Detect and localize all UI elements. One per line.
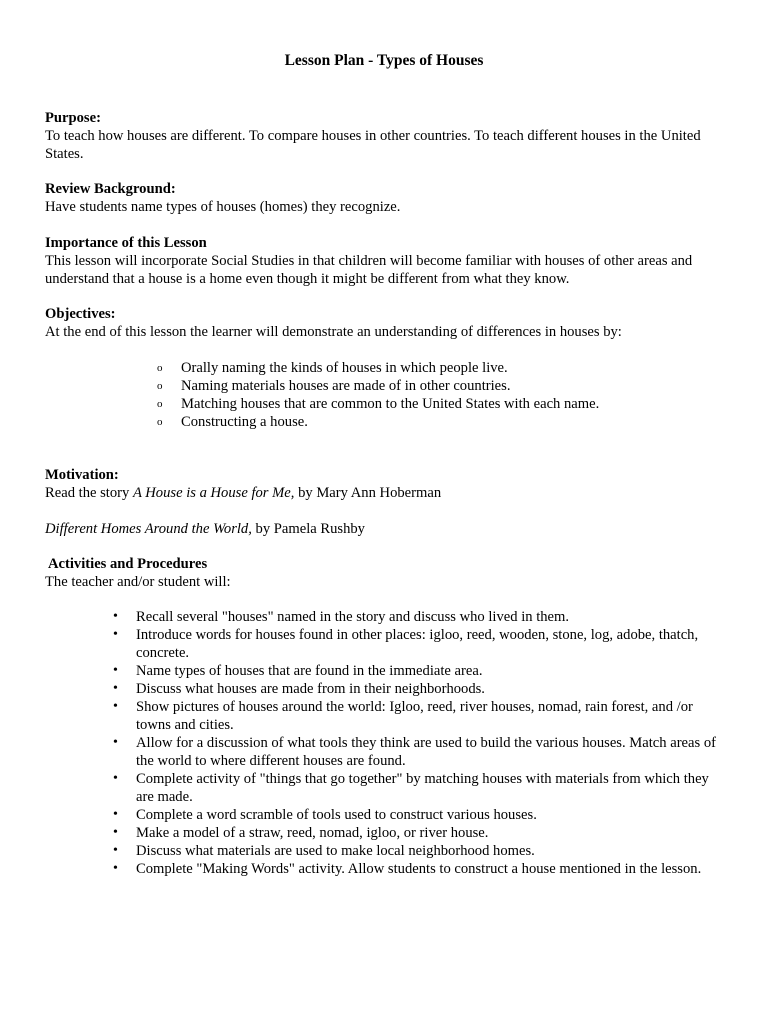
- book-author-2: by Pamela Rushby: [251, 521, 365, 537]
- activity-text: Name types of houses that are found in the immediate area.: [136, 663, 483, 679]
- bullet-icon: •: [113, 825, 118, 840]
- motivation-book-2: [45, 520, 725, 538]
- purpose-text: To teach how houses are different. To compare houses in other countries. To teach different houses in the United States.: [45, 128, 701, 162]
- bullet-icon: •: [113, 807, 118, 822]
- activity-text: Introduce words for houses found in other places: igloo, reed, wooden, stone, log, adobe, thatch, concrete.: [136, 627, 699, 661]
- list-item: [157, 377, 599, 395]
- bullet-icon: •: [113, 609, 118, 624]
- list-item: [110, 860, 730, 878]
- bullet-icon: •: [113, 861, 118, 876]
- motivation-section: [45, 466, 725, 502]
- list-item: [110, 770, 730, 806]
- motivation-line-2: [45, 520, 725, 538]
- activity-text: Discuss what materials are used to make local neighborhood homes.: [136, 843, 535, 859]
- importance-section: [45, 234, 725, 288]
- purpose-section: [45, 109, 725, 163]
- activities-list: [110, 608, 730, 878]
- review-text: Have students name types of houses (homes) they recognize.: [45, 199, 401, 215]
- activities-intro-wrap: [45, 573, 725, 591]
- list-item: [110, 608, 730, 626]
- objective-text: Naming materials houses are made of in other countries.: [181, 378, 511, 394]
- activity-text: Complete activity of "things that go together" by matching houses with materials from which they are made.: [136, 771, 709, 805]
- objective-text: Constructing a house.: [181, 414, 308, 430]
- circle-bullet-icon: o: [157, 416, 163, 428]
- importance-heading: Importance of this Lesson: [45, 235, 207, 251]
- activity-text: Complete a word scramble of tools used to construct various houses.: [136, 807, 537, 823]
- bullet-icon: •: [113, 771, 118, 786]
- list-item: [110, 626, 730, 662]
- book-title-2: Different Homes Around the World,: [45, 521, 252, 537]
- bullet-icon: •: [113, 627, 118, 642]
- list-item: [110, 734, 730, 770]
- activity-text: Complete "Making Words" activity. Allow students to construct a house mentioned in the lesson.: [136, 861, 702, 877]
- circle-bullet-icon: o: [157, 380, 163, 392]
- bullet-icon: •: [113, 681, 118, 696]
- book-author-1: by Mary Ann Hoberman: [294, 485, 442, 501]
- importance-text: This lesson will incorporate Social Studies in that children will become familiar with houses of other areas and understand that a house is a home even though it might be different from what they know.: [45, 253, 693, 287]
- motivation-prefix: Read the story: [45, 485, 133, 501]
- bullet-icon: •: [113, 735, 118, 750]
- activity-text: Recall several "houses" named in the story and discuss who lived in them.: [136, 609, 570, 625]
- objective-text: Orally naming the kinds of houses in which people live.: [181, 360, 508, 376]
- list-item: [157, 395, 599, 413]
- review-heading: Review Background:: [45, 181, 176, 197]
- list-item: [110, 662, 730, 680]
- review-section: [45, 180, 725, 216]
- motivation-heading: Motivation:: [45, 467, 119, 483]
- circle-bullet-icon: o: [157, 398, 163, 410]
- bullet-icon: •: [113, 699, 118, 714]
- bullet-icon: •: [113, 843, 118, 858]
- list-item: [157, 359, 599, 377]
- circle-bullet-icon: o: [157, 362, 163, 374]
- activity-text: Show pictures of houses around the world: Igloo, reed, river houses, nomad, rain forest, and /or towns and cities.: [136, 699, 693, 733]
- list-item: [110, 806, 730, 824]
- activities-intro: The teacher and/or student will:: [45, 574, 231, 590]
- activity-text: Make a model of a straw, reed, nomad, igloo, or river house.: [136, 825, 489, 841]
- list-item: [110, 824, 730, 842]
- list-item: [157, 413, 599, 431]
- objectives-section: [45, 305, 725, 341]
- motivation-line-1: [45, 484, 725, 502]
- objectives-heading: Objectives:: [45, 306, 116, 322]
- objective-text: Matching houses that are common to the United States with each name.: [181, 396, 600, 412]
- purpose-heading: Purpose:: [45, 110, 101, 126]
- list-item: [110, 680, 730, 698]
- activity-text: Allow for a discussion of what tools they think are used to build the various houses. Match areas of the world to where different houses are found.: [136, 735, 716, 769]
- book-title-1: A House is a House for Me,: [132, 485, 295, 501]
- activities-section: [48, 555, 728, 573]
- list-item: [110, 842, 730, 860]
- bullet-icon: •: [113, 663, 118, 678]
- activities-heading: Activities and Procedures: [48, 556, 208, 572]
- page-title: Lesson Plan - Types of Houses: [284, 52, 484, 69]
- objectives-intro: At the end of this lesson the learner will demonstrate an understanding of differences in houses by:: [45, 324, 622, 340]
- activity-text: Discuss what houses are made from in their neighborhoods.: [136, 681, 485, 697]
- objectives-list: [157, 359, 599, 431]
- list-item: [110, 698, 730, 734]
